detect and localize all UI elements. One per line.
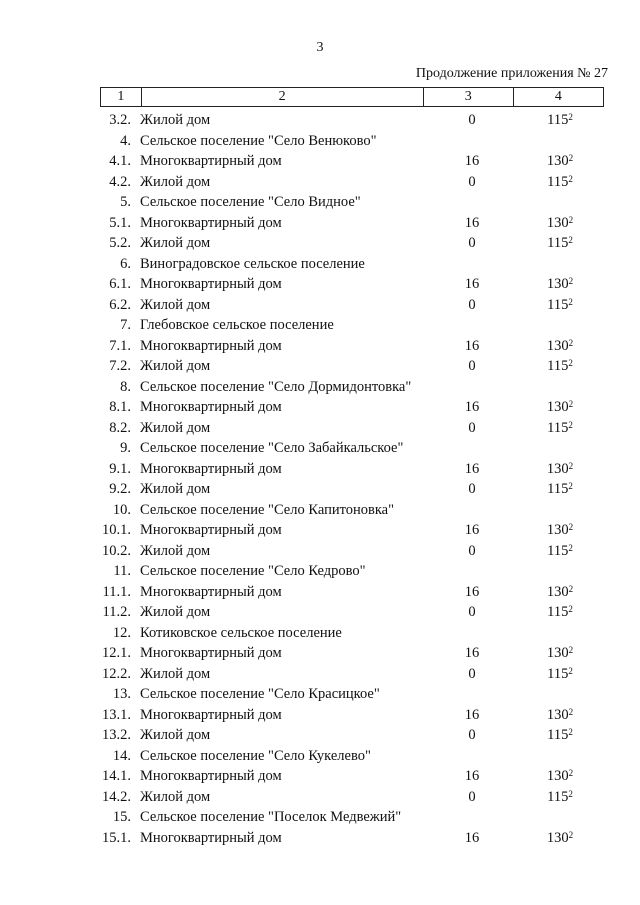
row-col-3: 0 [468, 727, 476, 743]
row-col-4 [528, 110, 592, 130]
row-col-3: 0 [468, 358, 476, 374]
header-col-1: 1 [101, 88, 142, 107]
row-col-4 [528, 787, 592, 807]
row-col-4 [528, 151, 592, 171]
row-name: Многоквартирный дом [140, 399, 282, 415]
row-name: Жилой дом [140, 358, 211, 374]
row-col-4-value: 130 [546, 706, 569, 723]
table-row [0, 213, 640, 234]
row-col-3: 0 [468, 419, 476, 436]
row-col-4 [528, 541, 592, 561]
section-row [0, 623, 640, 644]
table-body [0, 110, 640, 848]
row-col-4-value: 115 [547, 419, 569, 436]
row-col-4-value: 115 [547, 235, 569, 251]
row-name: Сельское поселение "Поселок Медвежий" [140, 809, 402, 825]
row-number: 8. [120, 378, 131, 395]
row-number: 8.2. [109, 419, 131, 436]
table-row [0, 274, 640, 295]
row-col-4-superscript: 2 [568, 829, 574, 840]
row-col-3: 16 [464, 706, 480, 723]
row-col-4-value: 115 [547, 604, 569, 620]
header-col-3: 3 [423, 88, 513, 107]
row-number: 11.1. [102, 583, 131, 600]
row-col-4-value: 130 [546, 460, 569, 477]
row-number: 7.1. [109, 337, 131, 354]
row-col-4-value: 130 [546, 522, 569, 538]
row-col-4-value: 115 [547, 358, 569, 374]
row-col-4-superscript: 2 [568, 214, 574, 225]
row-number: 11. [113, 563, 131, 579]
row-col-4-superscript: 2 [568, 276, 574, 286]
table-header [100, 87, 604, 107]
row-col-3: 0 [468, 542, 476, 559]
row-col-4-value: 130 [546, 214, 569, 231]
row-col-4 [528, 397, 592, 417]
row-col-4 [528, 479, 592, 499]
row-number: 5.1. [109, 214, 131, 231]
table-row [0, 459, 640, 480]
row-name: Многоквартирный дом [140, 522, 282, 538]
row-col-4-superscript: 2 [568, 645, 574, 655]
table-row [0, 664, 640, 685]
row-name: Котиковское сельское поселение [140, 624, 342, 641]
section-row [0, 254, 640, 275]
row-number: 9.1. [109, 460, 131, 477]
row-number: 14.2. [102, 788, 131, 805]
table-row [0, 356, 640, 377]
table-row [0, 397, 640, 418]
row-number: 14. [112, 747, 131, 764]
table-row [0, 295, 640, 316]
row-col-4-value: 115 [547, 173, 569, 190]
row-col-4-superscript: 2 [568, 706, 574, 717]
row-col-3: 0 [468, 235, 476, 251]
row-col-4 [528, 766, 592, 786]
row-col-3: 0 [468, 665, 476, 682]
row-col-4-value: 130 [546, 583, 569, 600]
table-row [0, 602, 640, 623]
row-number: 14.1. [102, 768, 131, 784]
row-name: Многоквартирный дом [140, 583, 282, 600]
section-row [0, 438, 640, 459]
row-name: Жилой дом [140, 665, 211, 682]
row-name: Сельское поселение "Село Кедрово" [140, 563, 366, 579]
row-name: Сельское поселение "Село Капитоновка" [140, 501, 395, 518]
row-name: Многоквартирный дом [140, 706, 282, 723]
row-name: Сельское поселение "Село Видное" [140, 194, 361, 210]
row-name: Многоквартирный дом [140, 214, 282, 231]
row-col-4-superscript: 2 [568, 399, 574, 409]
section-row [0, 561, 640, 582]
table-row [0, 582, 640, 603]
row-number: 9. [120, 440, 131, 456]
row-name: Жилой дом [140, 604, 211, 620]
row-col-4-superscript: 2 [568, 727, 573, 737]
header-col-2: 2 [141, 88, 423, 107]
page-number: 3 [316, 40, 324, 55]
section-row [0, 192, 640, 213]
table-row [0, 336, 640, 357]
row-name: Сельское поселение "Село Забайкальское" [140, 440, 404, 456]
row-col-3: 0 [468, 481, 476, 497]
table-row [0, 110, 640, 131]
row-number: 13.2. [102, 727, 131, 743]
header-col-4: 4 [513, 88, 603, 107]
row-number: 5. [120, 194, 131, 210]
row-col-4-superscript: 2 [568, 788, 573, 799]
row-col-3: 16 [464, 645, 480, 661]
row-col-4 [528, 336, 592, 356]
row-col-4 [528, 705, 592, 725]
row-name: Сельское поселение "Село Кукелево" [140, 747, 371, 764]
section-row [0, 807, 640, 828]
row-col-3: 16 [464, 522, 480, 538]
row-name: Многоквартирный дом [140, 276, 282, 292]
row-number: 4.2. [109, 173, 131, 190]
row-col-3: 0 [468, 112, 476, 128]
row-col-4-value: 130 [546, 645, 569, 661]
row-col-4 [528, 172, 592, 192]
row-col-4-value: 115 [547, 542, 569, 559]
row-col-4 [528, 643, 592, 663]
row-col-4 [528, 520, 592, 540]
row-number: 6.2. [109, 296, 131, 313]
row-col-4-value: 130 [546, 276, 569, 292]
row-number: 12.1. [102, 645, 131, 661]
table-row [0, 725, 640, 746]
table-row [0, 520, 640, 541]
row-col-4-value: 115 [547, 665, 569, 682]
row-name: Жилой дом [140, 481, 211, 497]
row-number: 3.2. [109, 112, 131, 128]
row-number: 8.1. [109, 399, 131, 415]
row-number: 6. [120, 255, 131, 272]
row-number: 6.1. [109, 276, 131, 292]
row-number: 13.1. [102, 706, 131, 723]
table-row [0, 541, 640, 562]
row-number: 15.1. [102, 829, 131, 846]
row-name: Многоквартирный дом [140, 153, 282, 169]
row-name: Многоквартирный дом [140, 645, 282, 661]
row-col-4-superscript: 2 [568, 419, 573, 430]
row-col-3: 16 [464, 337, 480, 354]
row-number: 9.2. [109, 481, 131, 497]
row-name: Сельское поселение "Село Красицкое" [140, 686, 380, 702]
table-row [0, 479, 640, 500]
row-col-4-value: 115 [547, 788, 569, 805]
table-row [0, 828, 640, 849]
row-col-4-value: 130 [546, 768, 569, 784]
table-row [0, 787, 640, 808]
row-name: Жилой дом [140, 235, 211, 251]
row-col-4-superscript: 2 [568, 173, 573, 184]
row-number: 12.2. [102, 665, 131, 682]
row-col-3: 16 [464, 460, 480, 477]
row-number: 12. [112, 624, 131, 641]
row-col-4 [528, 274, 592, 294]
row-col-4-superscript: 2 [568, 112, 573, 122]
section-row [0, 500, 640, 521]
row-col-4 [528, 664, 592, 684]
row-name: Многоквартирный дом [140, 768, 282, 784]
row-number: 10.2. [102, 542, 131, 559]
row-col-3: 0 [468, 296, 476, 313]
continuation-title: Продолжение приложения № 27 [415, 66, 608, 81]
row-col-4 [528, 582, 592, 602]
table-row [0, 643, 640, 664]
row-col-4-superscript: 2 [568, 542, 573, 553]
row-number: 11.2. [102, 604, 131, 620]
row-name: Многоквартирный дом [140, 829, 282, 846]
row-col-3: 0 [468, 788, 476, 805]
row-col-3: 16 [464, 768, 480, 784]
row-col-4-superscript: 2 [568, 337, 574, 348]
row-col-4 [528, 213, 592, 233]
table-row [0, 233, 640, 254]
row-name: Жилой дом [140, 542, 211, 559]
row-col-3: 16 [464, 583, 480, 600]
row-col-4-superscript: 2 [568, 296, 573, 307]
row-name: Сельское поселение "Село Венюково" [140, 132, 377, 149]
row-col-4-superscript: 2 [568, 604, 573, 614]
row-col-3: 16 [464, 399, 480, 415]
row-col-4-superscript: 2 [568, 358, 573, 368]
row-number: 10. [112, 501, 131, 518]
row-number: 15. [112, 809, 131, 825]
table-row [0, 418, 640, 439]
row-number: 7. [120, 317, 131, 333]
row-number: 4.1. [109, 153, 131, 169]
row-name: Многоквартирный дом [140, 460, 282, 477]
row-number: 10.1. [102, 522, 131, 538]
row-name: Жилой дом [140, 788, 211, 805]
row-name: Жилой дом [140, 296, 211, 313]
row-col-4 [528, 602, 592, 622]
row-name: Глебовское сельское поселение [140, 317, 334, 333]
table-row [0, 766, 640, 787]
row-col-4-value: 130 [546, 829, 569, 846]
row-number: 7.2. [109, 358, 131, 374]
row-col-4-value: 115 [547, 727, 569, 743]
row-col-3: 16 [464, 276, 480, 292]
row-number: 5.2. [109, 235, 131, 251]
row-col-4-superscript: 2 [568, 665, 573, 676]
row-name: Многоквартирный дом [140, 337, 282, 354]
row-col-3: 16 [464, 153, 480, 169]
row-col-4 [528, 459, 592, 479]
row-name: Виноградовское сельское поселение [140, 255, 365, 272]
row-name: Жилой дом [140, 173, 211, 190]
row-col-4-superscript: 2 [568, 153, 574, 163]
row-col-4-superscript: 2 [568, 460, 574, 471]
row-col-4-superscript: 2 [568, 583, 574, 594]
row-name: Жилой дом [140, 419, 211, 436]
table-row [0, 151, 640, 172]
section-row [0, 377, 640, 398]
row-col-4-value: 115 [547, 112, 569, 128]
row-col-4 [528, 725, 592, 745]
row-col-4 [528, 356, 592, 376]
section-row [0, 315, 640, 336]
row-name: Жилой дом [140, 727, 211, 743]
section-row [0, 746, 640, 767]
row-col-4-superscript: 2 [568, 768, 574, 778]
row-col-3: 0 [468, 604, 476, 620]
table-row [0, 705, 640, 726]
row-col-4-superscript: 2 [568, 235, 573, 245]
row-col-4-superscript: 2 [568, 481, 573, 491]
row-col-3: 16 [464, 829, 480, 846]
row-col-3: 0 [468, 173, 476, 190]
row-col-4 [528, 233, 592, 253]
section-row [0, 684, 640, 705]
row-col-4-value: 130 [546, 399, 569, 415]
row-col-4 [528, 418, 592, 438]
row-number: 13. [112, 686, 131, 702]
row-name: Сельское поселение "Село Дормидонтовка" [140, 378, 412, 395]
row-col-4 [528, 295, 592, 315]
row-col-4 [528, 828, 592, 848]
row-name: Жилой дом [140, 112, 211, 128]
row-col-4-value: 115 [547, 481, 569, 497]
table-row [0, 172, 640, 193]
row-col-4-value: 130 [546, 337, 569, 354]
row-number: 4. [120, 132, 131, 149]
row-col-4-value: 115 [547, 296, 569, 313]
row-col-4-value: 130 [546, 153, 569, 169]
row-col-3: 16 [464, 214, 480, 231]
section-row [0, 131, 640, 152]
row-col-4-superscript: 2 [568, 522, 574, 532]
